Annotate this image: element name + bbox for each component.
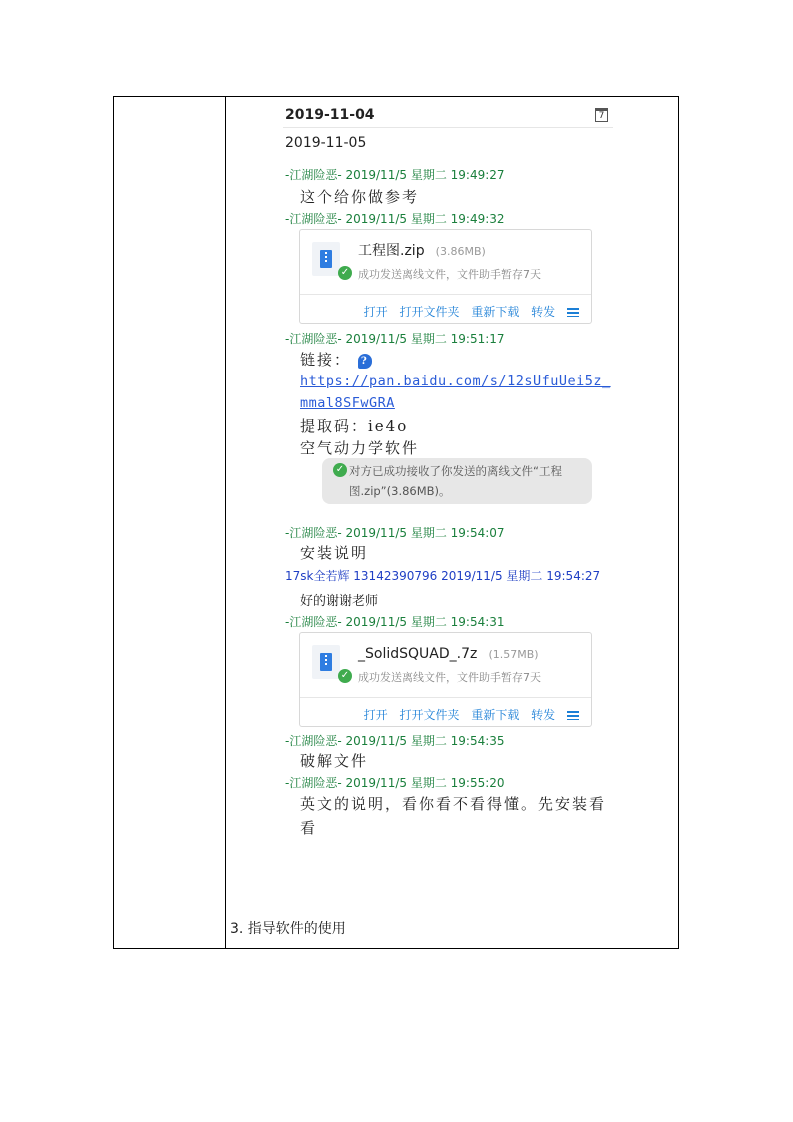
message-text: 英文的说明，看你看不看得懂。先安装看 [300, 795, 607, 813]
help-icon[interactable]: ? [358, 354, 372, 369]
message-sender: -江湖险恶- 2019/11/5 星期二 19:54:31 [285, 615, 505, 629]
section-heading: 3. 指导软件的使用 [230, 921, 346, 937]
message-sender: -江湖险恶- 2019/11/5 星期二 19:54:07 [285, 526, 505, 540]
file-name[interactable]: _SolidSQUAD_.7z [358, 646, 478, 662]
check-icon: ✓ [333, 463, 347, 477]
date-header: 2019-11-04 [285, 107, 375, 123]
file-name[interactable]: 工程图.zip [358, 243, 425, 259]
card-divider [300, 697, 591, 698]
message-sender: -江湖险恶- 2019/11/5 星期二 19:49:27 [285, 168, 505, 182]
chat-screenshot [283, 98, 623, 843]
file-actions [356, 706, 579, 723]
notice-line-2: 图.zip”(3.86MB)。 [349, 484, 451, 498]
calendar-icon[interactable]: 7 [595, 108, 608, 122]
open-folder-button[interactable]: 打开文件夹 [399, 305, 460, 319]
message-sender: -江湖险恶- 2019/11/5 星期二 19:49:32 [285, 212, 505, 226]
file-actions [356, 303, 579, 320]
menu-icon[interactable] [567, 711, 579, 720]
message-sender: 17sk全若辉 13142390796 2019/11/5 星期二 19:54:27 [285, 569, 601, 583]
file-status: 成功发送离线文件，文件助手暂存7天 [358, 268, 541, 281]
link-label: 链接： [300, 351, 352, 369]
forward-button[interactable]: 转发 [531, 708, 556, 722]
check-icon: ✓ [338, 266, 352, 280]
open-button[interactable]: 打开 [363, 305, 388, 319]
message-sender: -江湖险恶- 2019/11/5 星期二 19:51:17 [285, 332, 505, 346]
file-size: (3.86MB) [435, 245, 486, 258]
menu-icon[interactable] [567, 308, 579, 317]
message-text: 安装说明 [300, 544, 369, 562]
open-folder-button[interactable]: 打开文件夹 [399, 708, 460, 722]
date-value: 2019-11-05 [285, 135, 367, 151]
share-link[interactable]: https://pan.baidu.com/s/12sUfuUei5z_ [300, 373, 611, 389]
message-text: 破解文件 [300, 752, 369, 770]
file-status: 成功发送离线文件，文件助手暂存7天 [358, 671, 541, 684]
received-notice [322, 458, 592, 504]
notice-line-1: 对方已成功接收了你发送的离线文件“工程 [349, 464, 562, 478]
forward-button[interactable]: 转发 [531, 305, 556, 319]
message-sender: -江湖险恶- 2019/11/5 星期二 19:55:20 [285, 776, 505, 790]
file-size: (1.57MB) [488, 648, 539, 661]
open-button[interactable]: 打开 [363, 708, 388, 722]
message-sender: -江湖险恶- 2019/11/5 星期二 19:54:35 [285, 734, 505, 748]
message-text-cont: 看 [300, 819, 318, 837]
header-divider [283, 127, 613, 128]
check-icon: ✓ [338, 669, 352, 683]
file-card-zip[interactable] [299, 229, 592, 324]
message-text: 空气动力学软件 [300, 439, 420, 457]
redownload-button[interactable]: 重新下载 [471, 305, 520, 319]
zip-file-icon [312, 242, 340, 276]
column-divider [225, 97, 226, 948]
zip-file-icon [312, 645, 340, 679]
message-text: 好的谢谢老师 [300, 594, 379, 609]
share-link-cont[interactable]: mmal8SFwGRA [300, 395, 395, 411]
message-text: 这个给你做参考 [300, 188, 420, 206]
extract-code: 提取码：ie4o [300, 417, 409, 435]
card-divider [300, 294, 591, 295]
file-card-7z[interactable] [299, 632, 592, 727]
redownload-button[interactable]: 重新下载 [471, 708, 520, 722]
